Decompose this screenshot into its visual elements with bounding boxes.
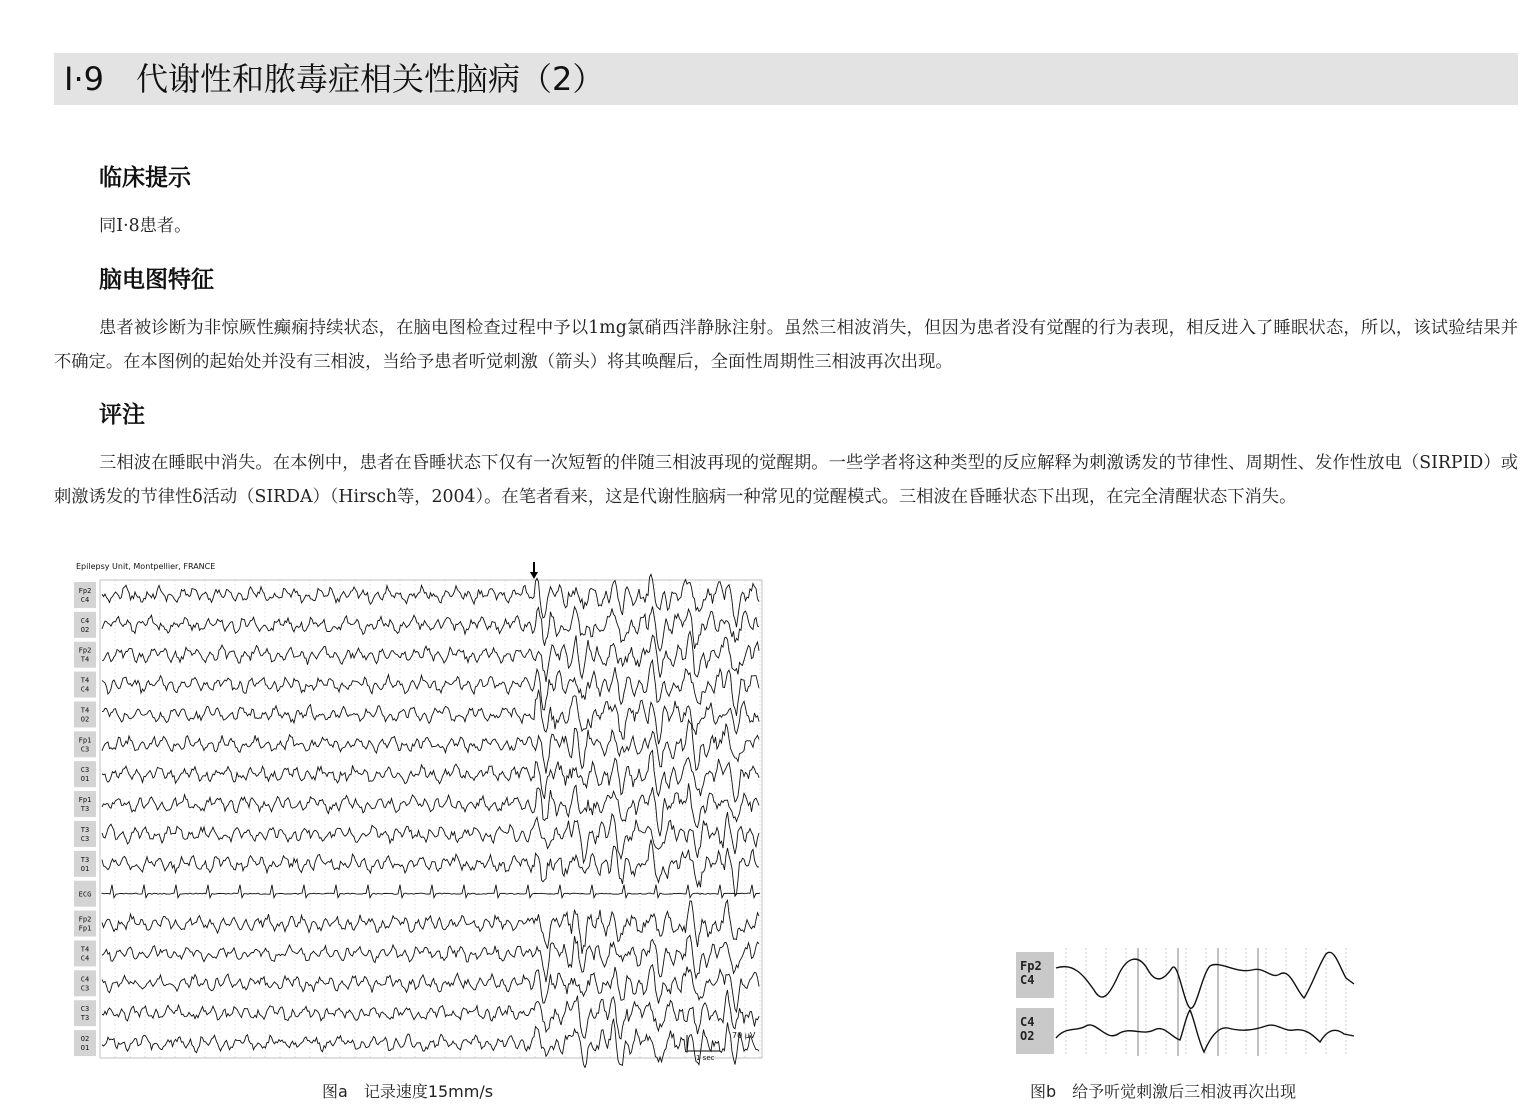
eeg-trace [102,632,759,682]
channel-label: T3 [80,1014,90,1023]
caption-b [1030,1082,1296,1102]
channel-label: T4 [80,676,90,685]
channel-label: C4 [80,685,90,694]
channel-label: C3 [80,1005,90,1014]
channel-label: C3 [80,984,90,993]
eeg-trace [102,751,759,802]
channel-label: T4 [80,655,90,664]
heading-comment: 评注 [99,402,145,428]
channel-label: C4 [1020,973,1035,987]
channel-label-bg [74,731,96,757]
channel-label: Fp1 [78,736,92,745]
channel-label-bg [74,851,96,877]
eeg-trace [102,1019,759,1068]
caption-a [322,1082,493,1102]
channel-label: T3 [80,805,90,814]
channel-label-bg [74,582,96,608]
heading-clinical: 临床提示 [99,165,191,191]
eeg-trace [102,720,759,774]
channel-label: Fp2 [78,646,92,655]
caption-a-text: 记录速度15mm/s [363,1082,494,1101]
channel-label-bg [74,612,96,638]
channel-label-bg [74,672,96,698]
channel-label: T4 [80,706,90,715]
eeg-trace [102,935,759,982]
channel-label: C4 [1020,1015,1035,1029]
eeg-trace [102,660,759,716]
channel-label-bg [74,791,96,817]
channel-label: C3 [80,766,90,775]
eeg-trace [102,606,759,651]
page-title: Ⅰ·9 代谢性和脓毒症相关性脑病（2） [64,60,605,98]
ecg-trace [102,885,760,898]
calibration-amplitude: 70 μV [732,1031,756,1040]
channel-label: C4 [80,616,90,625]
channel-label: O1 [80,1044,90,1053]
channel-label: Fp2 [78,915,92,924]
channel-label: ECG [78,890,92,899]
title-banner [54,53,1518,105]
channel-label: O1 [80,775,90,784]
eeg-trace [102,812,759,863]
heading-eeg: 脑电图特征 [99,267,214,293]
eeg-trace [102,900,759,954]
channel-label-bg [74,940,96,966]
channel-label-bg [74,1000,96,1026]
eeg-trace [102,574,759,627]
figure-a [72,558,772,1068]
clinical-text: 同Ⅰ·8患者。 [99,216,192,236]
channel-label: T3 [80,825,90,834]
eeg-trace [1056,1010,1354,1052]
channel-label: C4 [80,975,90,984]
channel-label: C3 [80,834,90,843]
channel-label: Fp2 [78,586,92,595]
channel-label: C3 [80,745,90,754]
figure-b [1014,946,1358,1058]
channel-label-bg [74,701,96,727]
eeg-text: 患者被诊断为非惊厥性癫痫持续状态，在脑电图检查过程中予以1mg氯硝西泮静脉注射。虽然三相波消失，但因为患者没有觉醒的行为表现，相反进入了睡眠状态，所以，该试验结果并不确定。在本图例的起始处并没有三相波，当给予患者听觉刺激（箭头）将其唤醒后，全面性周期性三相波再次出现。 [54,318,1518,372]
channel-label-bg [74,1030,96,1056]
channel-label: T4 [80,945,90,954]
comment-text: 三相波在睡眠中消失。在本例中，患者在昏睡状态下仅有一次短暂的伴随三相波再现的觉醒期。一些学者将这种类型的反应解释为刺激诱发的节律性、周期性、发作性放电（SIRPID）或刺激诱发的节律性δ活动（SIRDA）（Hirsch等，2004）。在笔者看来，这是代谢性脑病一种常见的觉醒模式。三相波在昏睡状态下出现，在完全清醒状态下消失。 [54,453,1518,507]
channel-label: C4 [80,595,90,604]
channel-label: Fp1 [78,796,92,805]
channel-label-bg [74,821,96,847]
caption-b-text: 给予听觉刺激后三相波再次出现 [1072,1082,1297,1101]
eeg-trace [102,840,759,897]
channel-label: O2 [80,1035,90,1044]
channel-label-bg [74,911,96,937]
channel-label-bg [74,970,96,996]
channel-label-bg [74,642,96,668]
channel-label: Fp2 [1020,959,1042,973]
calibration-time: 1 sec [696,1054,715,1062]
channel-label: O2 [1020,1029,1035,1043]
channel-label: O2 [80,625,90,634]
channel-label: O2 [80,715,90,724]
institution-label: Epilepsy Unit, Montpellier, FRANCE [76,562,216,571]
channel-label: Fp1 [78,924,92,933]
caption-b-label: 图b [1030,1082,1057,1101]
eeg-trace [1056,952,1354,1008]
channel-label: C4 [80,954,90,963]
channel-label: O1 [80,864,90,873]
channel-label: T3 [80,855,90,864]
eeg-recording-a [72,558,772,1068]
channel-label-bg [74,761,96,787]
eeg-recording-b [1014,946,1358,1058]
eeg-trace [102,965,759,1012]
caption-a-label: 图a [322,1082,348,1101]
